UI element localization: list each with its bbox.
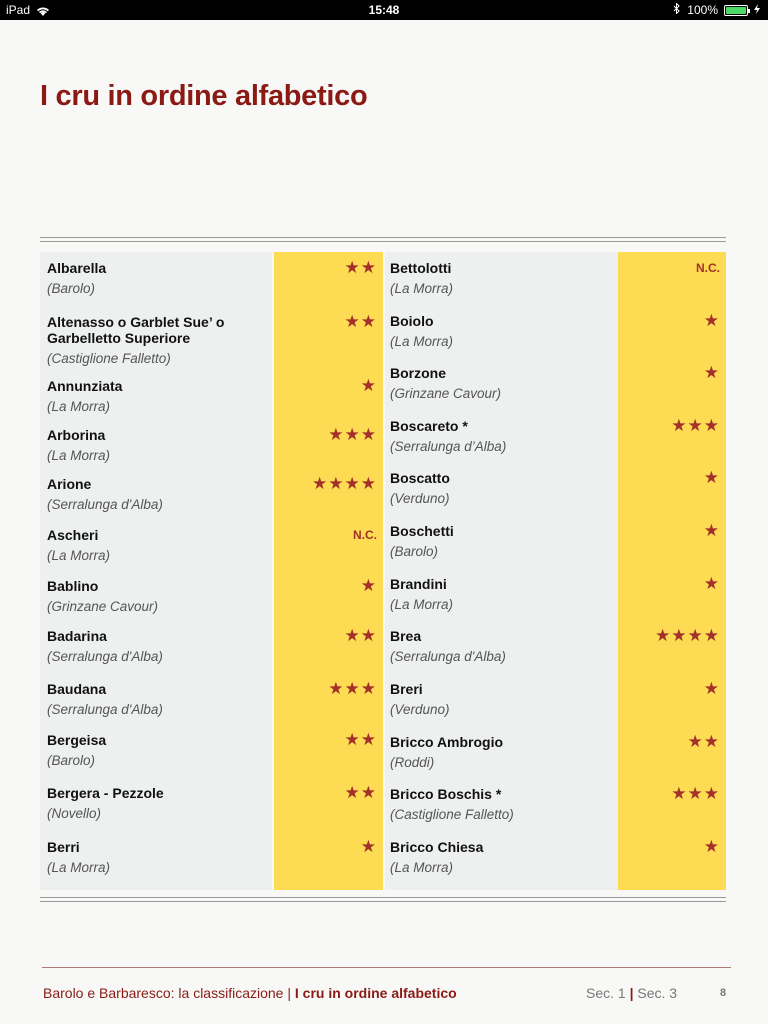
section-links [586, 985, 677, 1001]
star-rating: ★★★ [328, 425, 377, 444]
cru-location: (Serralunga d'Alba) [390, 649, 506, 664]
cru-location: (La Morra) [47, 448, 111, 463]
device-label: iPad [6, 3, 31, 17]
star-rating: ★ [703, 521, 720, 540]
star-rating: ★★★ [671, 416, 720, 435]
star-rating: ★★★ [671, 784, 720, 803]
star-rating: ★ [703, 574, 720, 593]
cru-location: (Novello) [47, 806, 102, 821]
cru-location: (Castiglione Falletto) [47, 351, 171, 366]
cru-location: (La Morra) [47, 399, 111, 414]
not-classified-label: N.C. [353, 528, 377, 542]
cru-name: Annunziata [47, 378, 123, 394]
left-column [40, 252, 383, 890]
star-rating: ★ [360, 376, 377, 395]
section-1-link[interactable]: Sec. 1 [586, 985, 626, 1001]
cru-location: (Serralunga d'Alba) [47, 702, 163, 717]
page-number: 8 [720, 987, 727, 999]
not-classified-label: N.C. [696, 261, 720, 275]
cru-location: (La Morra) [390, 281, 454, 296]
cru-location: (Grinzane Cavour) [47, 599, 159, 614]
cru-location: (La Morra) [390, 334, 454, 349]
page-title: I cru in ordine alfabetico [40, 80, 368, 112]
cru-name: Bettolotti [390, 260, 452, 276]
cru-location: (Verduno) [390, 491, 450, 506]
bottom-divider [40, 897, 726, 902]
charging-icon [754, 4, 760, 17]
cru-location: (Verduno) [390, 702, 450, 717]
star-rating: ★ [360, 837, 377, 856]
cru-name: Ascheri [47, 527, 99, 543]
star-rating: ★ [703, 363, 720, 382]
star-rating: ★★ [344, 783, 377, 802]
footer-chapter-title[interactable]: I cru in ordine alfabetico [294, 985, 457, 1001]
top-divider [40, 237, 726, 242]
cru-location: (Castiglione Falletto) [390, 807, 514, 822]
section-separator: | [629, 985, 634, 1001]
star-rating: ★ [703, 679, 720, 698]
cru-name: Boschetti [390, 523, 454, 539]
battery-percent: 100% [687, 3, 718, 17]
cru-location: (La Morra) [47, 860, 111, 875]
cru-name: Bricco Boschis * [390, 786, 502, 802]
star-rating: ★★ [344, 730, 377, 749]
cru-name: Bergera - Pezzole [47, 785, 164, 801]
star-rating: ★★★ [328, 679, 377, 698]
footer-divider [42, 967, 731, 968]
cru-name: Boscareto * [390, 418, 468, 434]
cru-name: Bergeisa [47, 732, 107, 748]
cru-location: (Grinzane Cavour) [390, 386, 502, 401]
star-rating: ★★ [344, 626, 377, 645]
star-rating: ★★ [344, 312, 377, 331]
cru-location: (La Morra) [47, 548, 111, 563]
cru-location: (Roddi) [390, 755, 435, 770]
cru-location: (Serralunga d'Alba) [47, 649, 163, 664]
star-rating: ★★★★ [655, 626, 720, 645]
battery-icon [724, 5, 748, 16]
footer-book-title[interactable]: Barolo e Barbaresco: la classificazione | [43, 985, 295, 1001]
cru-location: (Barolo) [390, 544, 439, 559]
cru-location: (La Morra) [390, 597, 454, 612]
star-rating: ★★ [687, 732, 720, 751]
cru-name: Boiolo [390, 313, 434, 329]
footer-breadcrumb [43, 985, 457, 1001]
section-3-link[interactable]: Sec. 3 [637, 985, 678, 1001]
star-rating: ★ [703, 837, 720, 856]
cru-name: Brea [390, 628, 422, 644]
cru-name: Arborina [47, 427, 106, 443]
cru-location: (Serralunga d’Alba) [390, 439, 507, 454]
cru-name: Brandini [390, 576, 447, 592]
cru-name: Badarina [47, 628, 107, 644]
right-column [383, 252, 726, 890]
cru-table [40, 252, 726, 890]
star-rating: ★ [360, 576, 377, 595]
cru-name: Borzone [390, 365, 446, 381]
cru-name: Bricco Ambrogio [390, 734, 504, 750]
star-rating: ★★★★ [312, 474, 377, 493]
star-rating: ★★ [344, 258, 377, 277]
star-rating: ★ [703, 311, 720, 330]
cru-name: Boscatto [390, 470, 450, 486]
cru-name: Albarella [47, 260, 107, 276]
cru-location: (La Morra) [390, 860, 454, 875]
clock: 15:48 [368, 3, 400, 17]
cru-location: (Serralunga d'Alba) [47, 497, 163, 512]
cru-location: (Barolo) [47, 281, 96, 296]
bluetooth-icon [673, 3, 681, 17]
cru-name: Bablino [47, 578, 99, 594]
cru-name: Altenasso o Garblet Sue’ o Garbelletto Superiore [47, 314, 225, 346]
cru-location: (Barolo) [47, 753, 96, 768]
cru-name: Berri [47, 839, 80, 855]
cru-name: Bricco Chiesa [390, 839, 484, 855]
cru-name: Breri [390, 681, 423, 697]
star-rating: ★ [703, 468, 720, 487]
cru-name: Baudana [47, 681, 107, 697]
cru-name: Arione [47, 476, 92, 492]
status-bar [0, 0, 768, 20]
